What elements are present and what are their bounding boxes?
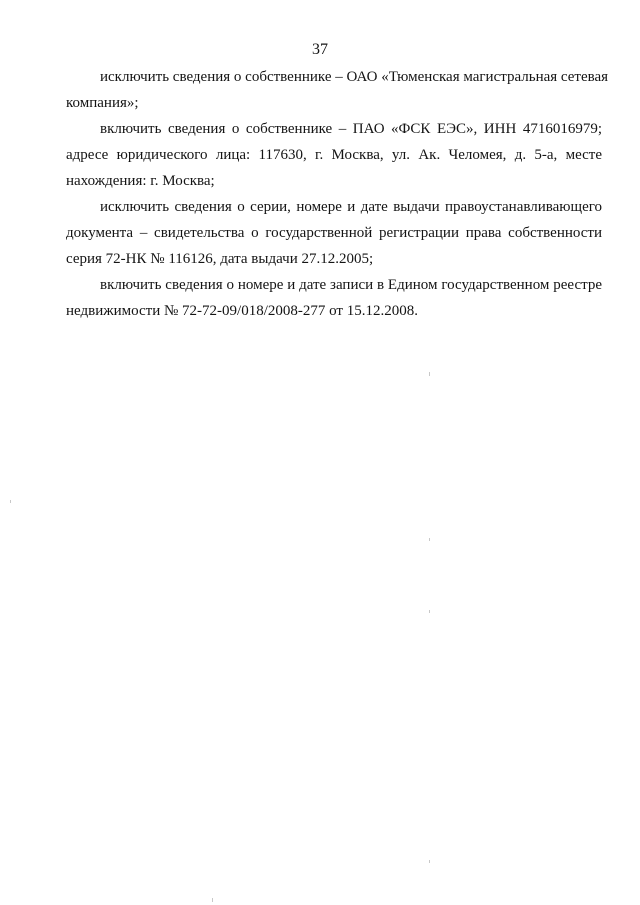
scan-artifact <box>429 610 430 613</box>
scan-artifact <box>429 538 430 541</box>
text-line: компания»; <box>66 95 139 111</box>
text-line: адресе юридического лица: 117630, г. Москва, ул. Ак. Челомея, д. 5-а, месте <box>66 147 602 163</box>
text-line: включить сведения о собственнике – ПАО «ФСК ЕЭС», ИНН 4716016979; <box>100 121 602 137</box>
text-line: включить сведения о номере и дате записи в Едином государственном реестре <box>100 277 602 293</box>
text-line: недвижимости № 72-72-09/018/2008-277 от 15.12.2008. <box>66 303 418 319</box>
text-line: исключить сведения о серии, номере и дате выдачи правоустанавливающего <box>100 199 602 215</box>
scan-artifact <box>10 500 11 503</box>
document-body <box>66 64 609 324</box>
scan-artifact <box>212 898 213 902</box>
paragraph-include-registry-record <box>66 272 602 324</box>
paragraph-include-owner <box>66 116 602 194</box>
paragraph-exclude-owner <box>66 64 609 116</box>
text-line: исключить сведения о собственнике – ОАО «Тюменская магистральная сетевая <box>100 69 609 85</box>
text-line: документа – свидетельства о государственной регистрации права собственности <box>66 225 602 241</box>
text-line: серия 72-НК № 116126, дата выдачи 27.12.2005; <box>66 251 374 267</box>
text-line: нахождения: г. Москва; <box>66 173 215 189</box>
paragraph-exclude-certificate <box>66 194 602 272</box>
scan-artifact <box>429 372 430 376</box>
scan-artifact <box>429 860 430 863</box>
page-number: 37 <box>312 41 328 58</box>
